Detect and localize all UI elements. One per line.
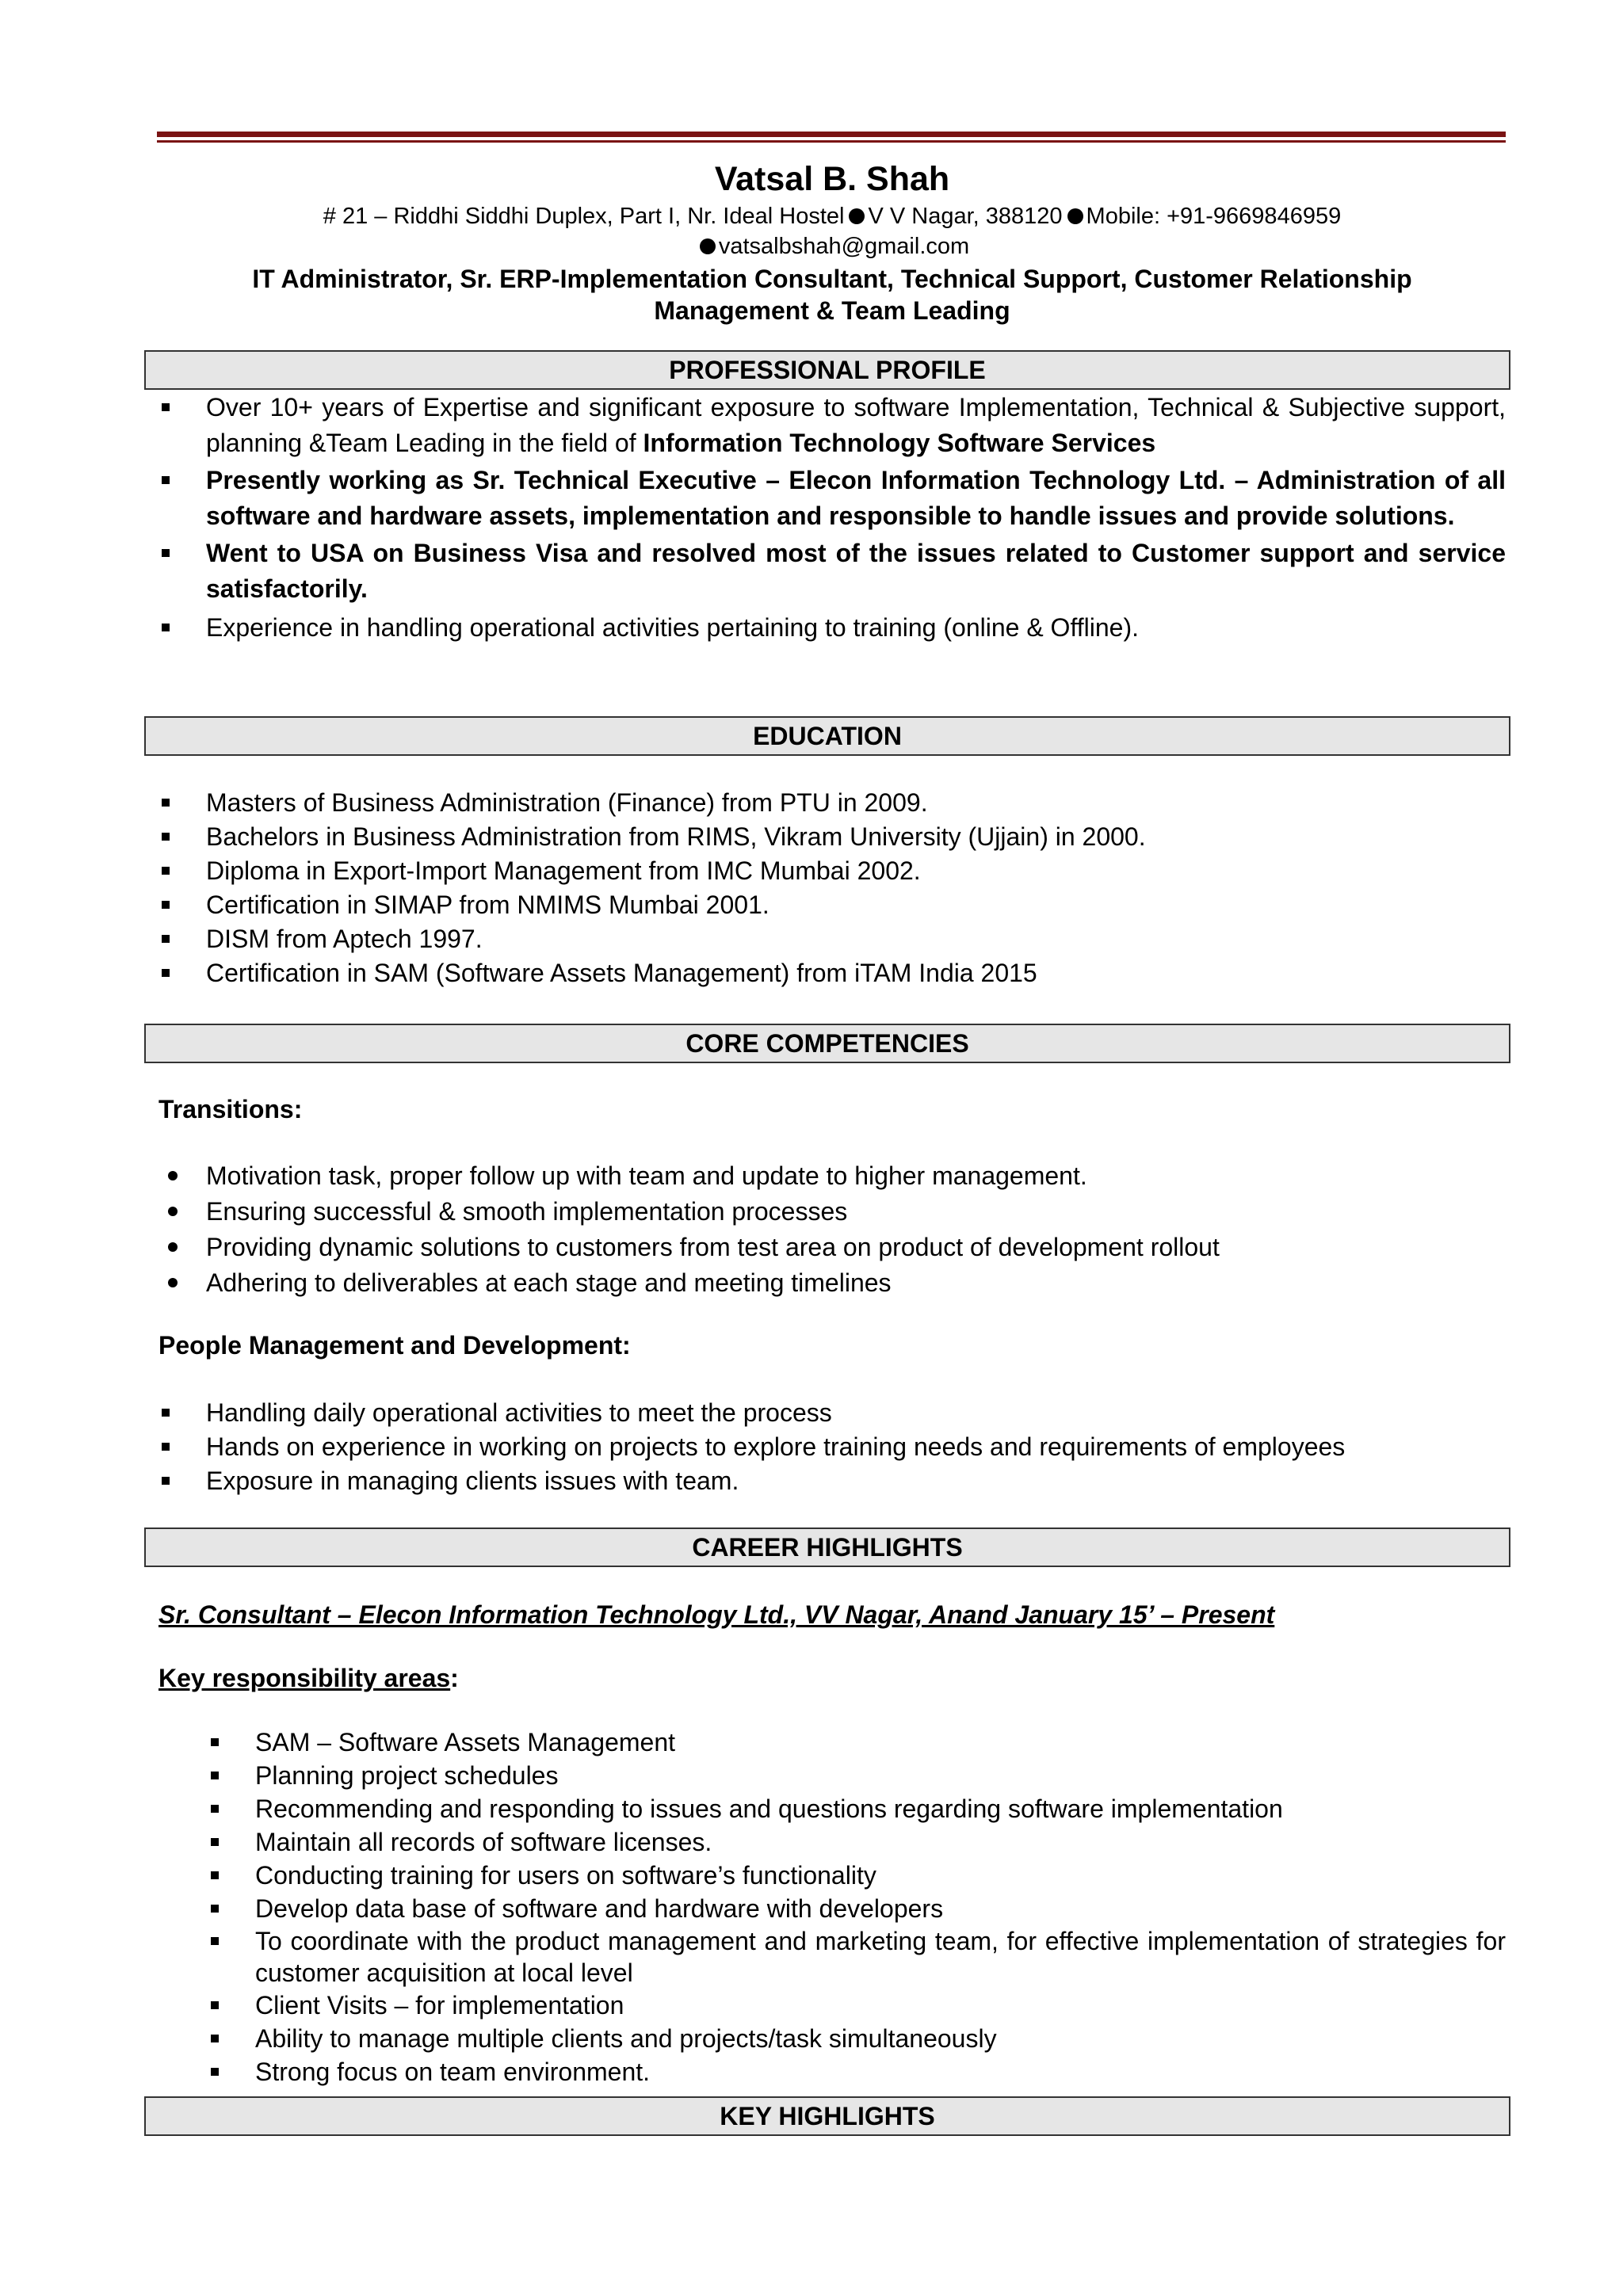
list-item: Recommending and responding to issues and questions regarding software implementation [208,1792,1506,1825]
section-header-professional-profile: PROFESSIONAL PROFILE [144,350,1510,390]
list-item: Conducting training for users on software’s functionality [208,1859,1506,1892]
list-item: Ability to manage multiple clients and projects/task simultaneously [208,2022,1506,2055]
list-item [158,463,1506,534]
bullet-dot-icon [1067,208,1083,224]
square-bullet-icon [211,1937,219,1945]
city: V V Nagar, 388120 [868,204,1063,229]
square-bullet-icon [162,867,170,875]
square-bullet-icon [162,833,170,841]
mobile: Mobile: +91-9669846959 [1086,204,1342,229]
section-header-core-competencies: CORE COMPETENCIES [144,1024,1510,1063]
list-item: Develop data base of software and hardware with developers [208,1892,1506,1925]
square-bullet-icon [162,1443,170,1451]
bullet-dot-icon [849,208,865,224]
section-header-career-highlights: CAREER HIGHLIGHTS [144,1527,1510,1567]
square-bullet-icon [211,1738,219,1746]
list-item: Client Visits – for implementation [208,1989,1506,2022]
list-item: Exposure in managing clients issues with team. [158,1464,1506,1498]
list-item: Strong focus on team environment. [208,2055,1506,2088]
list-item: Certification in SAM (Software Assets Management) from iTAM India 2015 [158,956,1506,990]
square-bullet-icon [211,2035,219,2042]
list-item: DISM from Aptech 1997. [158,922,1506,956]
section-header-key-highlights: KEY HIGHLIGHTS [144,2096,1510,2136]
list-item-text: Went to USA on Business Visa and resolved most of the issues related to Customer support and service satisfactorily. [206,539,1506,603]
profile-list [158,390,1506,646]
list-item [158,536,1506,607]
round-bullet-icon [168,1207,178,1216]
list-item: Hands on experience in working on projects to explore training needs and requirements of employees [158,1430,1506,1464]
list-item: Certification in SIMAP from NMIMS Mumbai 2001. [158,888,1506,922]
square-bullet-icon [162,1409,170,1417]
list-item [158,390,1506,461]
tagline-line-2: Management & Team Leading [654,296,1010,325]
list-item: Providing dynamic solutions to customers from test area on product of development rollout [158,1230,1506,1265]
square-bullet-icon [162,901,170,909]
square-bullet-icon [211,1905,219,1913]
people-heading: People Management and Development: [158,1331,631,1360]
square-bullet-icon [211,1838,219,1846]
round-bullet-icon [168,1242,178,1252]
tagline-line-1: IT Administrator, Sr. ERP-Implementation Consultant, Technical Support, Customer Relationship [252,265,1412,293]
list-item: Adhering to deliverables at each stage and meeting timelines [158,1265,1506,1301]
email-line [143,231,1522,261]
header-rule-thin [157,140,1506,143]
square-bullet-icon [162,549,170,557]
email: vatsalbshah@gmail.com [718,234,970,259]
kra-list [208,1726,1506,2088]
candidate-name: Vatsal B. Shah [714,160,950,198]
square-bullet-icon [162,476,170,484]
contact-line [143,201,1522,231]
transitions-list [158,1158,1506,1301]
round-bullet-icon [168,1171,178,1180]
list-item [158,610,1506,646]
square-bullet-icon [162,935,170,943]
education-list [158,786,1506,990]
kra-heading: Key responsibility areas: [158,1664,459,1692]
square-bullet-icon [162,969,170,977]
list-item: Ensuring successful & smooth implementation processes [158,1194,1506,1230]
resume-header [143,157,1522,326]
list-item: Planning project schedules [208,1759,1506,1792]
bullet-dot-icon [700,238,716,254]
list-item: To coordinate with the product management and marketing team, for effective implementation of strategies for customer acquisition at local level [208,1925,1506,1989]
header-rule-thick [157,132,1506,137]
list-item: Maintain all records of software licenses. [208,1825,1506,1859]
round-bullet-icon [168,1278,178,1287]
square-bullet-icon [162,1477,170,1485]
people-list [158,1396,1506,1498]
list-item: Diploma in Export-Import Management from IMC Mumbai 2002. [158,854,1506,888]
list-item: Handling daily operational activities to meet the process [158,1396,1506,1430]
section-header-education: EDUCATION [144,716,1510,756]
tagline [143,263,1522,326]
list-item: Masters of Business Administration (Finance) from PTU in 2009. [158,786,1506,820]
address: # 21 – Riddhi Siddhi Duplex, Part I, Nr. Ideal Hostel [323,204,845,229]
square-bullet-icon [211,1772,219,1779]
list-item-text: Over 10+ years of Expertise and significant exposure to software Implementation, Technical & Subjective support, planning &Team Leading in the field of Information Technology Software Services [206,393,1506,457]
list-item: Motivation task, proper follow up with team and update to higher management. [158,1158,1506,1194]
job-title: Sr. Consultant – Elecon Information Technology Ltd., VV Nagar, Anand January 15’ – Present [158,1600,1275,1629]
square-bullet-icon [162,799,170,807]
list-item-text: Experience in handling operational activities pertaining to training (online & Offline). [206,613,1139,642]
transitions-heading: Transitions: [158,1095,303,1123]
square-bullet-icon [211,1805,219,1813]
square-bullet-icon [211,2001,219,2009]
square-bullet-icon [211,1871,219,1879]
list-item: Bachelors in Business Administration from RIMS, Vikram University (Ujjain) in 2000. [158,820,1506,854]
square-bullet-icon [162,403,170,411]
list-item-text: Presently working as Sr. Technical Executive – Elecon Information Technology Ltd. – Administration of all software and hardware assets, implementation and responsible to handle issues and provide solutions. [206,466,1506,530]
list-item: SAM – Software Assets Management [208,1726,1506,1759]
square-bullet-icon [162,624,170,631]
square-bullet-icon [211,2068,219,2076]
